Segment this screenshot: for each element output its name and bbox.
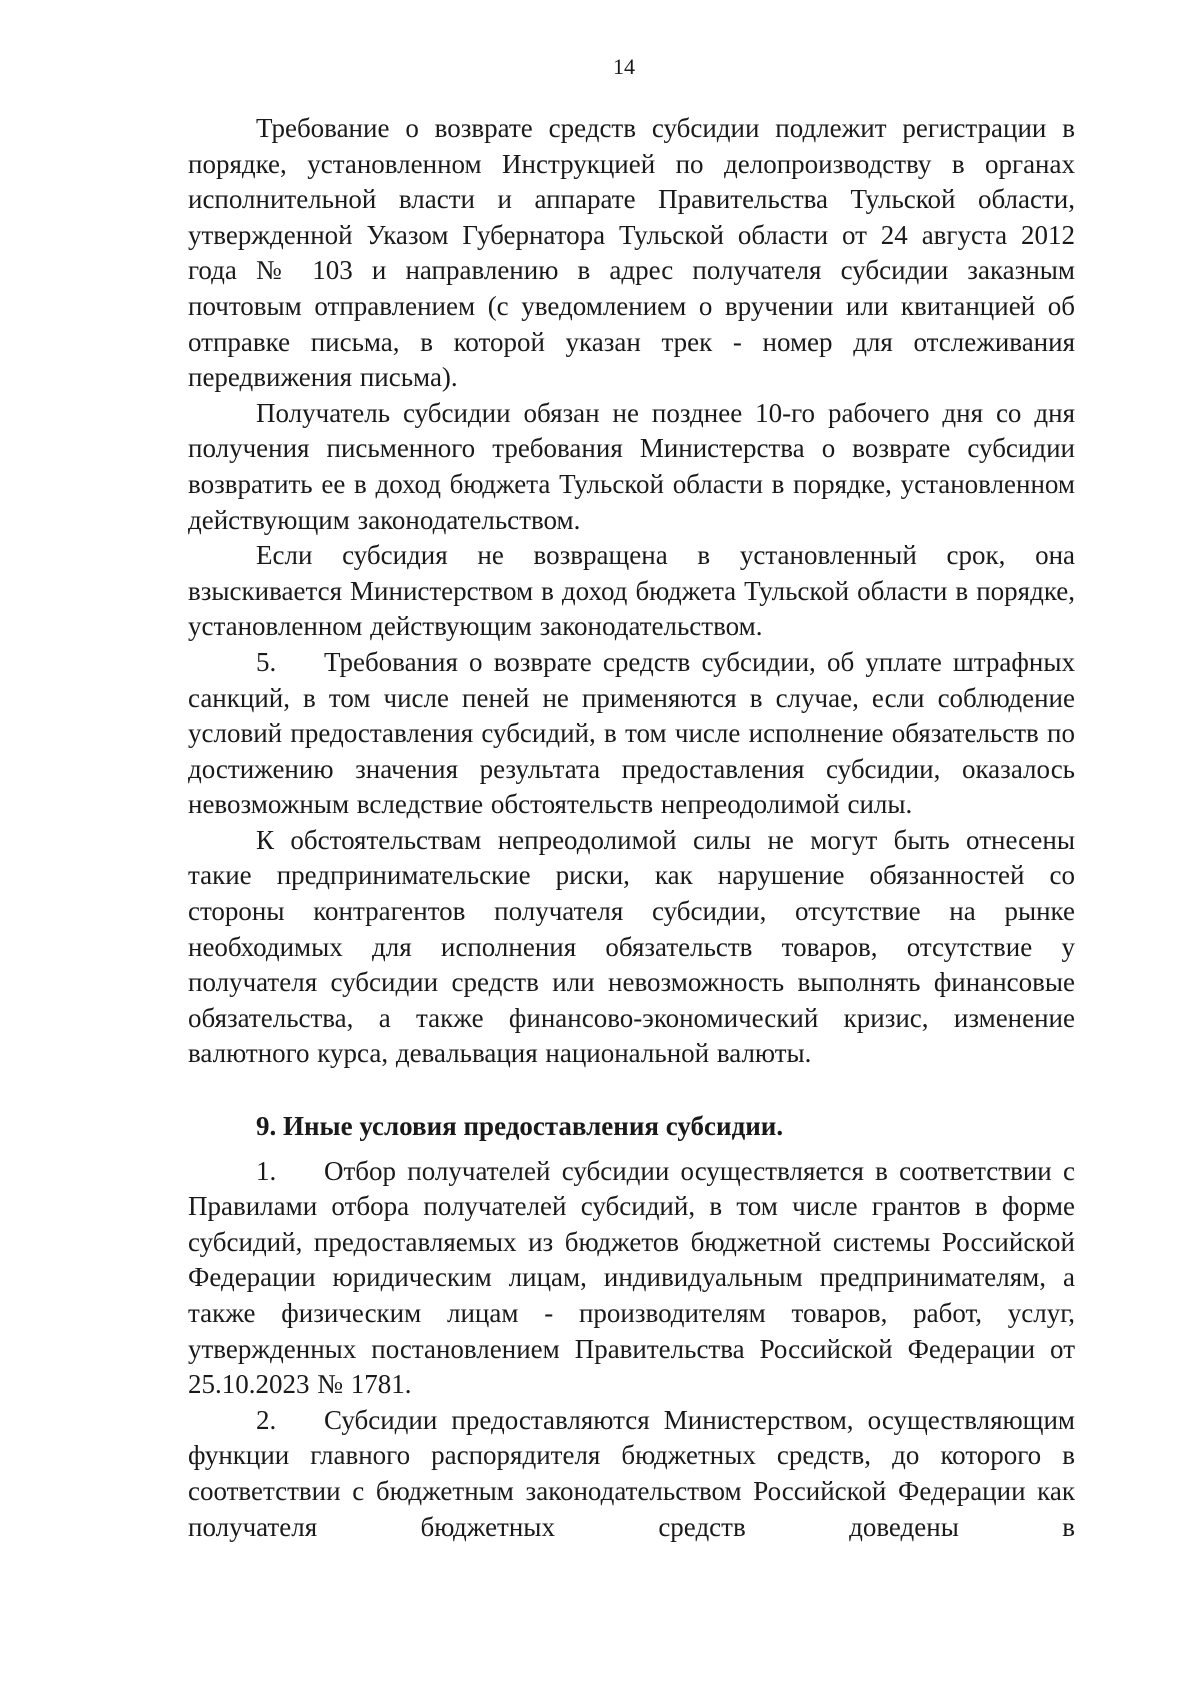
section-heading: 9. Иные условия предоставления субсидии. [256,1111,784,1142]
list-item-text: Требования о возврате средств субсидии, об уплате штрафных санкций, в том числе пеней не применяются в случае, если соблюдение условий предоставления субсидий, в том числе исполнение обязательств по достижению значения результата предоставления субсидии, оказалось невозможным вследствие обстоятельств непреодолимой силы. [188,646,1075,820]
paragraph-refund-registration: Требование о возврате средств субсидии подлежит регистрации в порядке, установленном Инструкцией по делопроизводству в органах исполнительной власти и аппарате Правительства Тульской области, утвержденной Указом Губернатора Тульской области от 24 августа 2012 года № 103 и направлению в адрес получателя субсидии заказным почтовым отправлением (с уведомлением о вручении или квитанцией об отправке письма, в которой указан трек - номер для отслеживания передвижения письма). [188,113,1075,393]
list-item-5 [188,645,1075,823]
paragraph-force-majeure: К обстоятельствам непреодолимой силы не могут быть отнесены такие предпринимательские риски, как нарушение обязанностей со стороны контрагентов получателя субсидии, отсутствие на рынке необходимых для исполнения обязательств товаров, отсутствие у получателя субсидии средств или невозможность выполнять финансовые обязательства, а также финансово-экономический кризис, изменение валютного курса, девальвация национальной валюты. [188,824,1075,1069]
list-item-number: 1. [256,1155,277,1186]
list-item-number: 5. [256,646,277,677]
page-number: 14 [613,54,635,79]
section-item-1 [188,1154,1075,1403]
list-item-text: Субсидии предоставляются Министерством, осуществляющим функции главного распорядителя бюджетных средств, до которого в соответствии с бюджетным законодательством Российской Федерации как получателя бюджетных средств доведены в [188,1404,1075,1542]
paragraph-refund-enforcement: Если субсидия не возвращена в установленный срок, она взыскивается Министерством в доход бюджета Тульской области в порядке, установленном действующим законодательством. [188,540,1075,642]
list-item-text: Отбор получателей субсидии осуществляется в соответствии с Правилами отбора получателей субсидий, в том числе грантов в форме субсидий, предоставляемых из бюджетов бюджетной системы Российской Федерации юридическим лицам, индивидуальным предпринимателям, а также физическим лицам - производителям товаров, работ, услуг, утвержденных постановлением Правительства Российской Федерации от 25.10.2023 № 1781. [188,1155,1075,1400]
paragraph-refund-deadline: Получатель субсидии обязан не позднее 10-го рабочего дня со дня получения письменного требования Министерства о возврате субсидии возвратить ее в доход бюджета Тульской области в порядке, установленном действующим законодательством. [188,397,1075,535]
document-body [188,111,1075,1545]
section-item-2 [188,1403,1075,1545]
list-item-number: 2. [256,1404,277,1435]
